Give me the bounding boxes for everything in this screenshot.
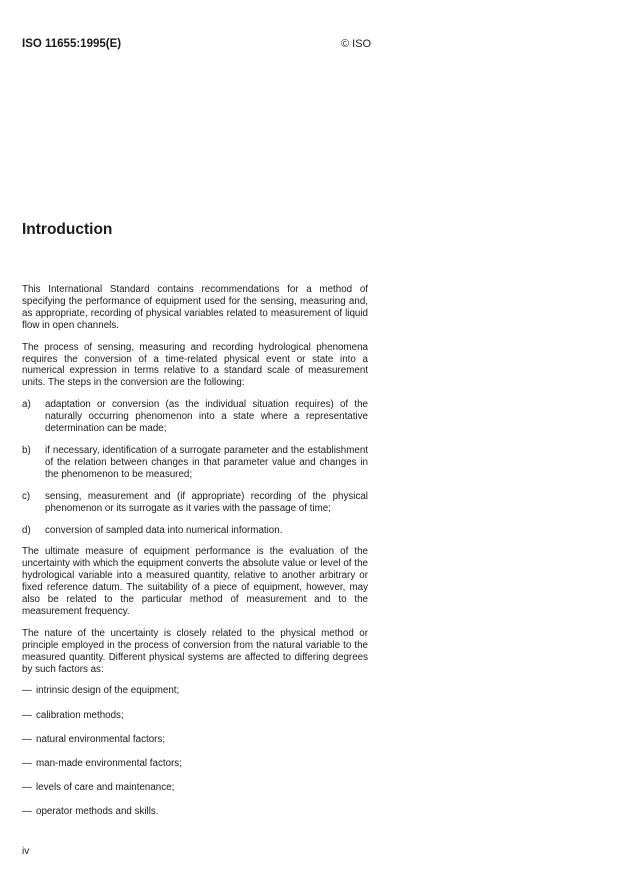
page-number: iv <box>22 846 30 857</box>
list-item-label: d) <box>22 524 31 536</box>
list-item <box>22 399 368 435</box>
factor-text: intrinsic design of the equipment; <box>36 685 180 697</box>
factor-item <box>22 685 368 697</box>
list-item-text: sensing, measurement and (if appropriate) recording of the physical phenomenon or its surrogate as it varies with the passage of time; <box>45 490 368 514</box>
factor-text: levels of care and maintenance; <box>36 781 175 793</box>
section-title: Introduction <box>22 221 113 238</box>
factor-text: operator methods and skills. <box>36 805 159 817</box>
paragraph-uncertainty: The nature of the uncertainty is closely related to the physical method or principle employed in the process of conversion from the natural variable to the measured quantity. Different physical systems are affected to differing degrees by such factors as: <box>22 627 368 675</box>
copyright-notice: © ISO <box>341 38 372 50</box>
factor-text: man-made environmental factors; <box>36 757 182 769</box>
list-item-text: adaptation or conversion (as the individual situation requires) of the naturally occurring phenomenon into a state where a representative determination can be made; <box>45 399 368 435</box>
list-item-label: a) <box>22 399 31 411</box>
paragraph-scope: This International Standard contains recommendations for a method of specifying the performance of equipment used for the sensing, measuring and, as appropriate, recording of physical variables related to measurement of liquid flow in open channels. <box>22 284 368 331</box>
factor-item <box>22 734 368 746</box>
paragraph-process: The process of sensing, measuring and recording hydrological phenomena requires the conversion of a time-related physical event or state into a numerical expression in terms relative to a standard scale of measurement units. The steps in the conversion are the following: <box>22 341 368 389</box>
body-text <box>22 284 368 830</box>
list-item-label: b) <box>22 444 31 456</box>
dash-marker: — <box>22 781 32 793</box>
list-item <box>22 445 368 481</box>
list-item <box>22 525 368 537</box>
factor-item <box>22 758 368 770</box>
paragraph-performance: The ultimate measure of equipment performance is the evaluation of the uncertainty with which the equipment converts the absolute value or level of the hydrological variable into a measured quantity, relative to another arbitrary or fixed reference datum. The suitability of a piece of equipment, however, may also be related to the particular method of measurement and to the measurement frequency. <box>22 546 368 617</box>
factor-item <box>22 782 368 794</box>
dash-marker: — <box>22 805 32 817</box>
list-item-label: c) <box>22 490 31 502</box>
dash-marker: — <box>22 709 32 721</box>
dash-marker: — <box>22 733 32 745</box>
list-item-text: if necessary, identification of a surrogate parameter and the establishment of the relation between changes in that parameter value and changes in the phenomenon to be measured; <box>45 444 368 480</box>
list-item-text: conversion of sampled data into numerical information. <box>45 524 283 536</box>
dash-marker: — <box>22 757 32 769</box>
factor-text: calibration methods; <box>36 709 124 721</box>
factor-item <box>22 806 368 818</box>
dash-marker: — <box>22 685 32 697</box>
document-id: ISO 11655:1995(E) <box>22 38 122 50</box>
factor-list <box>22 685 368 817</box>
list-item <box>22 491 368 515</box>
factor-text: natural environmental factors; <box>36 733 166 745</box>
factor-item <box>22 710 368 722</box>
